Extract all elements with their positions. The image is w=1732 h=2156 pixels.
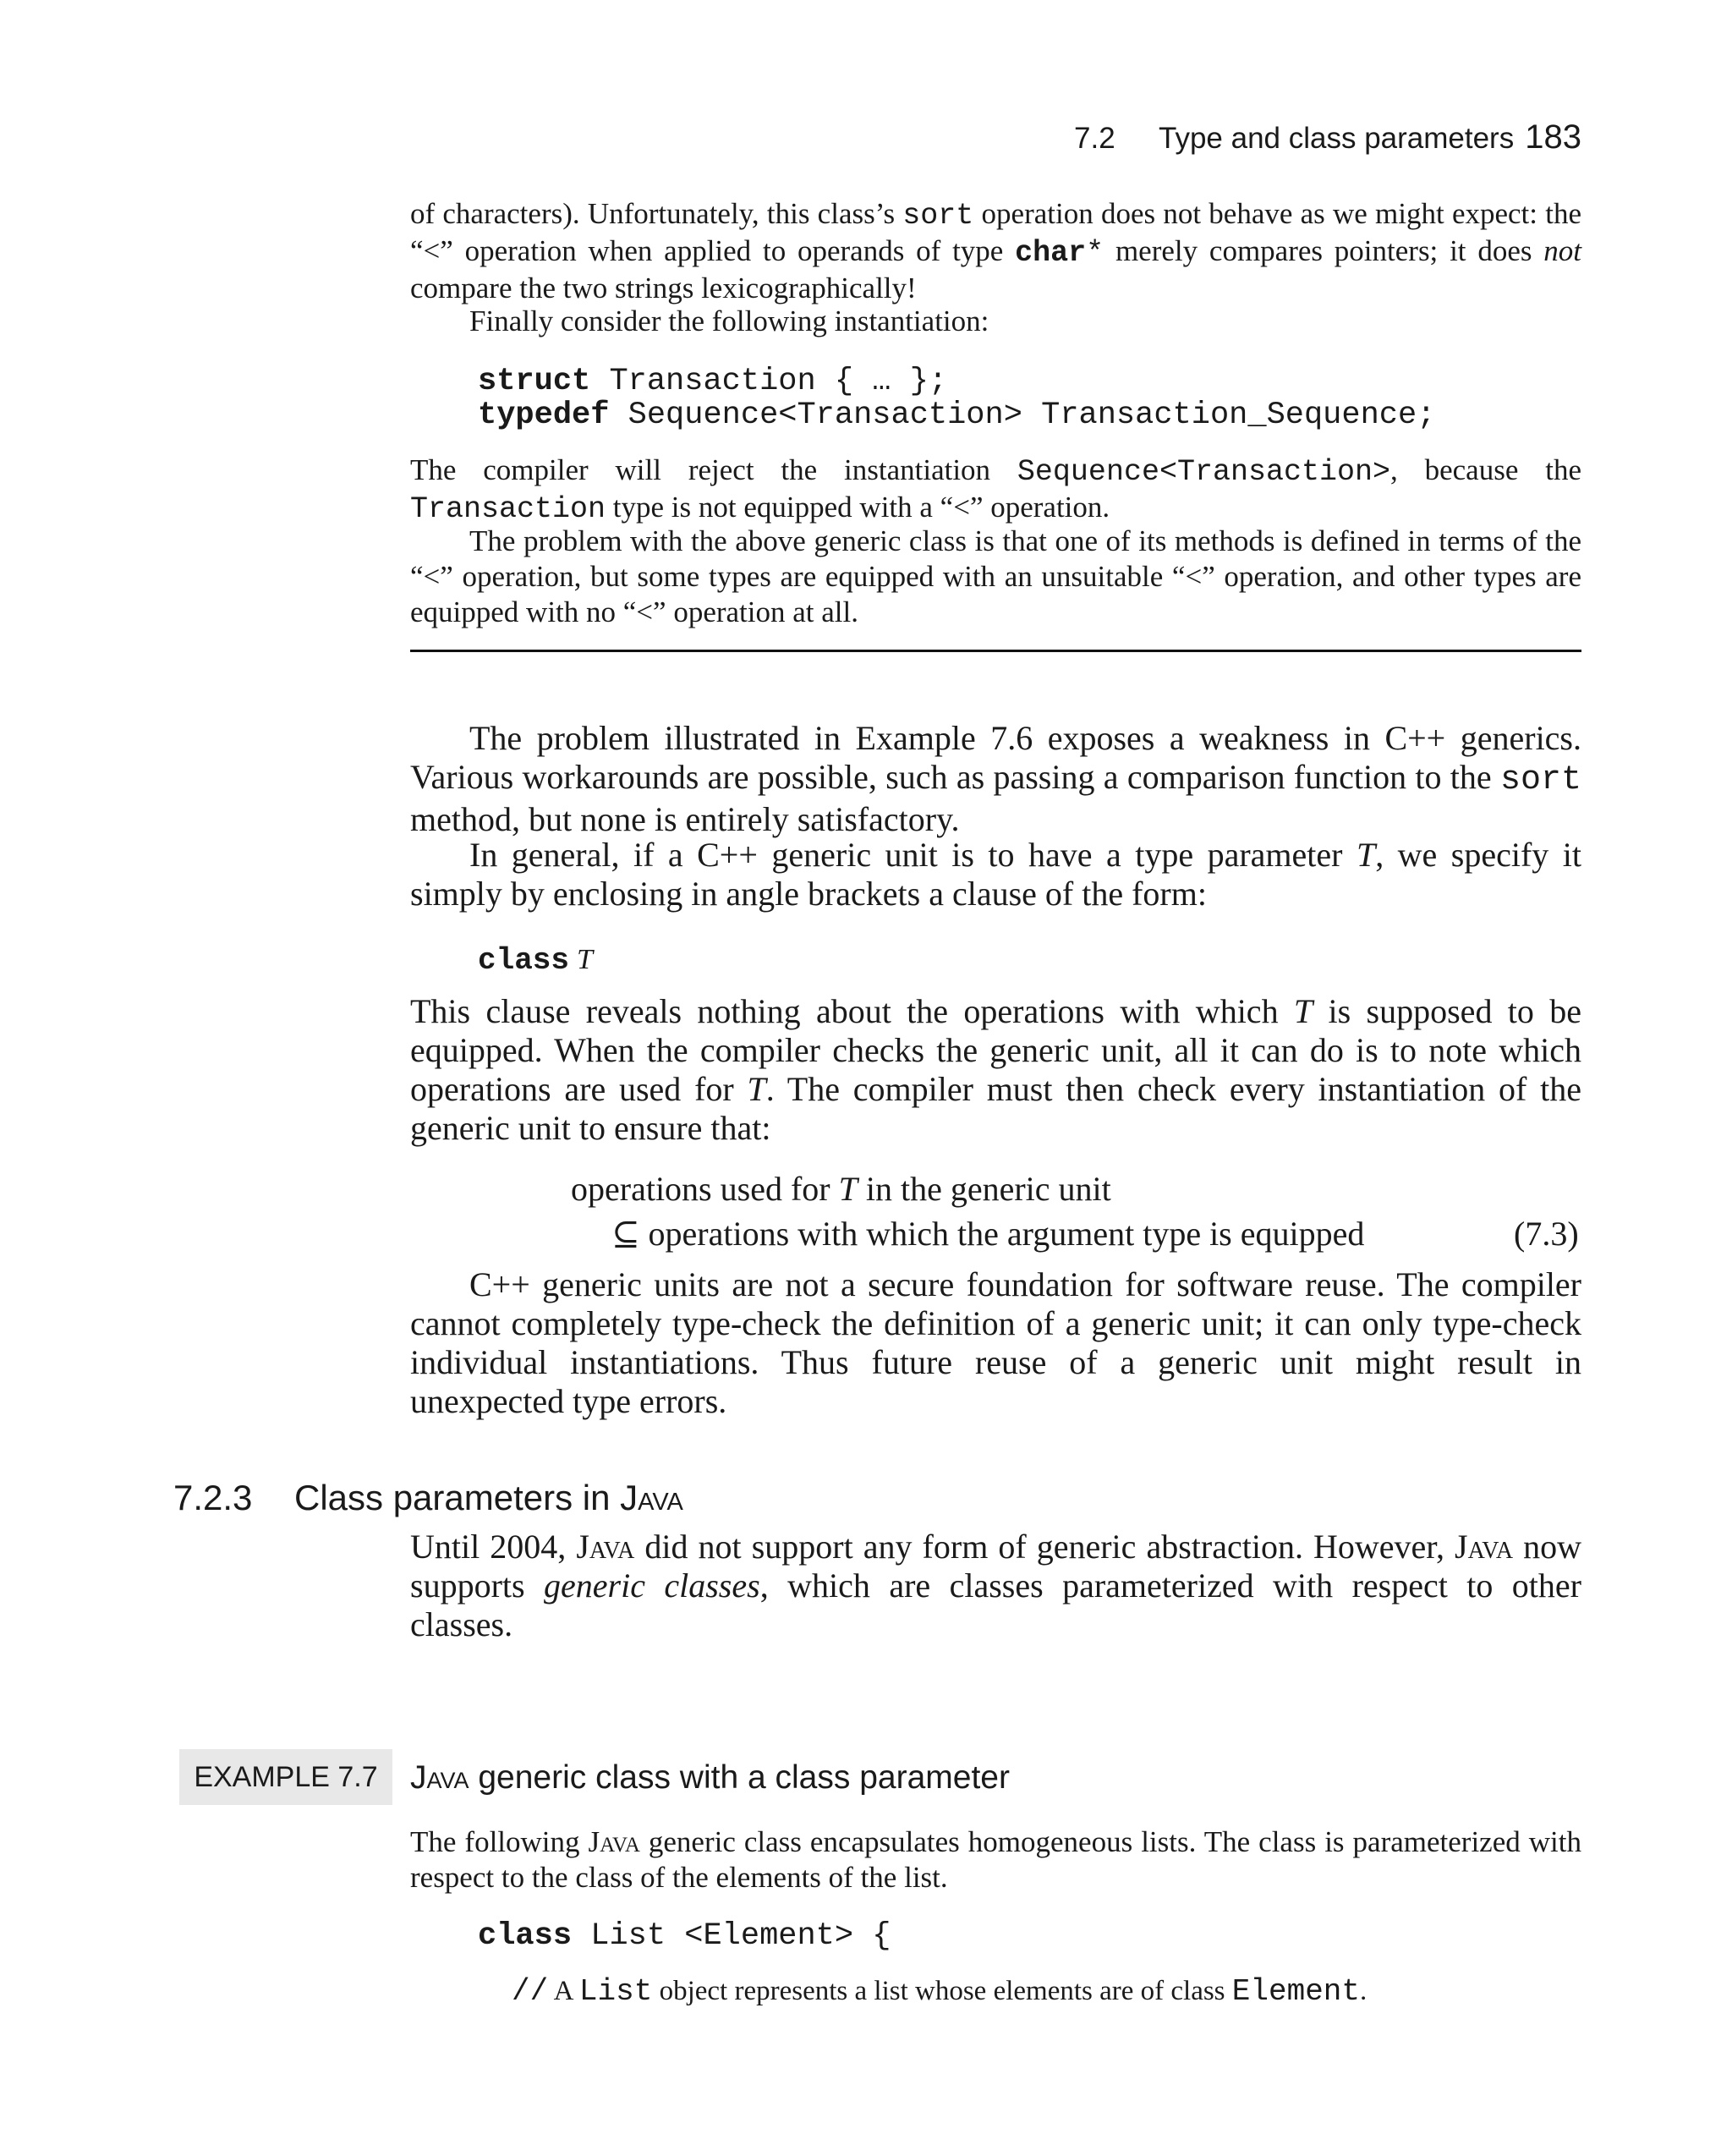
running-head [1015,118,1581,161]
java-smallcaps: Java [620,1478,683,1517]
running-head-section: 7.2 [1074,122,1115,155]
text: The problem illustrated in Example 7.6 exposes a weakness in C++ generics. Various workarounds are possible, such as passing a comparison function to the [410,719,1581,796]
inline-code: List [578,1974,653,2009]
example-badge: EXAMPLE 7.7 [179,1749,392,1805]
text: in the generic unit [857,1170,1111,1208]
text: . The compiler must then check every instantiation of the generic unit to ensure that: [410,1070,1581,1147]
text: Class parameters in [294,1478,621,1517]
example-paragraph-2: Finally consider the following instantiation: [469,304,989,337]
inline-code: * [1086,236,1104,270]
text: compare the two strings lexicographically! [410,272,917,304]
section-title [294,1478,683,1518]
java-smallcaps: Java [588,1825,640,1858]
text: operations used for [571,1170,839,1208]
inline-code: Sequence<Transaction> [1017,455,1390,489]
java-smallcaps: Java [1455,1528,1514,1566]
text: Until 2004, [410,1528,577,1566]
text: generic class with a class parameter [469,1759,1010,1796]
text: , we specify it simply by enclosing in angle brackets a clause of the form: [410,836,1581,913]
code-comment [512,1973,1367,2010]
code-keyword: class [478,1918,573,1954]
variable-T: T [838,1170,858,1208]
code-text: Sequence<Transaction> Transaction_Sequence; [609,398,1436,433]
emphasis: not [1543,234,1581,267]
inline-code: Transaction [410,492,606,526]
text: now supports [410,1528,1581,1605]
code-text: Transaction { … }; [590,364,948,399]
body-paragraph-2 [410,836,1581,913]
java-smallcaps: Java [410,1759,469,1796]
inline-code-keyword: char [1015,236,1087,270]
body-paragraph-1 [410,719,1581,839]
text: type is not equipped with a “<” operation. [606,491,1110,524]
code-keyword: typedef [478,398,610,433]
inline-code: sort [1499,761,1581,799]
inline-code: sort [902,199,974,233]
example-paragraph [410,1824,1581,1895]
running-head-title: Type and class parameters [1159,122,1515,155]
emphasis: generic classes [544,1566,760,1605]
example-paragraph-4: The problem with the above generic class is that one of its methods is defined in terms of the “<” operation, but some types are equipped with an unsuitable “<” operation, and other types are equipped with no “<” operation at all. [410,524,1581,628]
text: did not support any form of generic abstraction. However, [634,1528,1455,1566]
formula-line-2: ⊆ operations with which the argument type is equipped [611,1215,1365,1253]
equation-number: (7.3) [1514,1215,1579,1253]
text: A [548,1976,579,2006]
text: , which are classes parameterized with respect to other classes. [410,1566,1581,1643]
text: In general, if a C++ generic unit is to have a type parameter [469,836,1357,874]
code-text: List <Element> { [572,1918,891,1954]
text: The following [410,1825,589,1858]
java-smallcaps: Java [576,1528,635,1566]
text: of characters). Unfortunately, this class’s [410,197,903,230]
code-line-class-T [478,941,593,978]
code-keyword: struct [478,364,591,399]
text: is supposed to be equipped. When the compiler checks the generic unit, all it can do is to note which operations are used for [410,992,1582,1108]
page-number: 183 [1525,118,1581,156]
text: The compiler will reject the instantiation [410,453,1017,486]
body-paragraph-4: C++ generic units are not a secure foundation for software reuse. The compiler cannot completely type-check the definition of a generic unit; it can only type-check individual instantiations. Thus future reuse of a generic unit might result in unexpected type errors. [410,1265,1581,1420]
inline-code: Element [1231,1974,1361,2009]
code-line-class-list [478,1918,891,1954]
code-line-struct [478,364,947,399]
example-end-rule [410,650,1581,652]
text: operation does not behave as we might expect: the “<” operation when applied to operands of type [410,197,1581,267]
text: merely compares pointers; it does [1104,234,1544,267]
variable-T: T [577,944,593,975]
formula-line-1 [571,1169,1111,1209]
comment-slashes: // [512,1974,549,2009]
text: object represents a list whose elements are of class [652,1976,1232,2006]
example-title [410,1759,1010,1797]
variable-T: T [1293,992,1313,1030]
section-number: 7.2.3 [173,1478,253,1517]
example-paragraph-1 [410,196,1581,306]
section-paragraph [410,1528,1581,1644]
text: method, but none is entirely satisfactory. [410,800,960,838]
variable-T: T [747,1070,766,1108]
code-line-typedef [478,398,1435,433]
variable-T: T [1356,836,1376,874]
text: This clause reveals nothing about the operations with which [410,992,1294,1030]
text: generic class encapsulates homogeneous lists. The class is parameterized with respect to the class of the elements of the list. [410,1825,1581,1894]
text: . [1360,1976,1368,2006]
code-keyword: class [478,943,570,978]
example-paragraph-3 [410,453,1581,527]
text: , because the [1390,453,1581,486]
body-paragraph-3 [410,992,1581,1148]
